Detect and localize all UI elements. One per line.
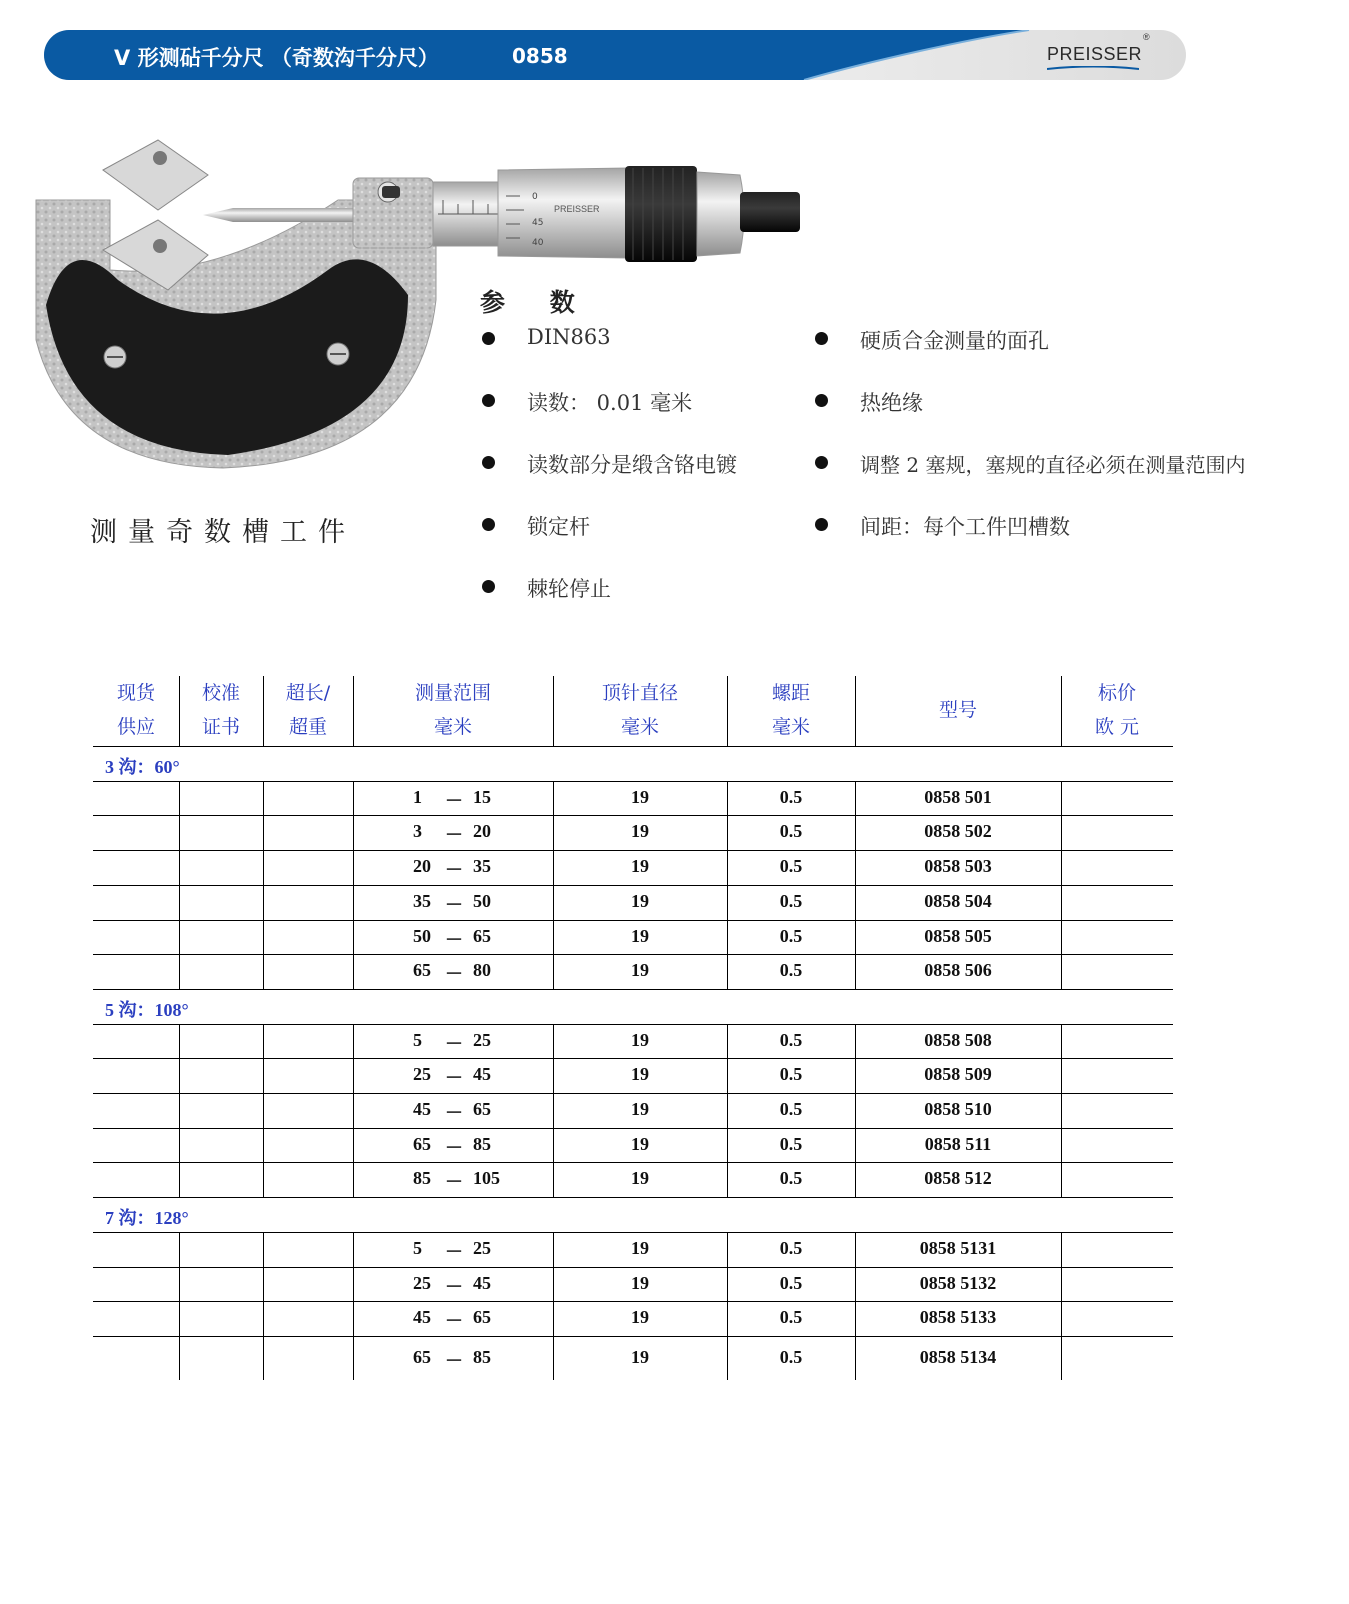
range-from: 35 [413,890,431,911]
header-line: 毫米 [771,716,810,738]
pitch-value: 0.5 [779,856,803,877]
model-number: 0858 509 [924,1064,992,1085]
pitch-value: 0.5 [779,890,803,911]
center-diameter: 19 [631,960,649,981]
model-number: 0858 510 [924,1099,992,1119]
range-from: 5 [413,1237,422,1258]
table-row [93,781,1173,816]
range-from: 45 [413,1307,431,1328]
table-column-rule [263,1232,264,1380]
param-item: 硬质合金测量的面孔 [860,329,1049,353]
table-column-rule [179,1232,180,1380]
table-column-rule [1061,781,1062,989]
header-pitch [727,676,855,744]
header-line: 标价 [1097,682,1136,704]
header-diameter [553,676,727,744]
model-number: 0858 5134 [919,1346,997,1367]
range-to: 85 [473,1133,491,1154]
scale-number: 45 [532,218,544,228]
param-item: DIN863 [527,325,611,349]
table-rule [93,989,1173,990]
table-column-rule [353,781,354,989]
range-to: 20 [473,821,491,842]
brand-underline [1047,66,1139,72]
table-row [93,954,1173,989]
pitch-value: 0.5 [779,1099,803,1119]
range-to: 85 [473,1346,491,1367]
bullet-icon [482,518,495,531]
range-from: 65 [413,1346,431,1367]
range-from: 3 [413,821,422,842]
pitch-value: 0.5 [779,1307,803,1328]
header-line: 证书 [201,716,240,738]
model-number: 0858 508 [924,1029,992,1050]
range-separator: － [445,1033,463,1054]
range-to: 50 [473,890,491,911]
range-separator: － [445,1172,463,1193]
header-stock [93,676,179,744]
table-column-rule [1061,1024,1062,1198]
center-diameter: 19 [631,1029,649,1050]
range-to: 25 [473,1237,491,1258]
range-separator: － [445,894,463,915]
header-range [353,676,553,744]
table-column-rule [553,1232,554,1380]
table-row [93,1162,1173,1197]
header-calibration [179,676,263,744]
center-diameter: 19 [631,856,649,877]
dial-brand-label: PREISSER [554,204,600,214]
range-from: 1 [413,786,422,807]
bullet-icon [482,394,495,407]
range-from: 5 [413,1029,422,1050]
table-column-rule [727,781,728,989]
group-label: 7 沟：128° [105,1208,189,1229]
table-column-rule [179,676,180,746]
center-diameter: 19 [631,1272,649,1293]
range-separator: － [445,1350,463,1371]
table-row [93,885,1173,920]
table-column-rule [553,1024,554,1198]
header-line: 校准 [201,682,240,704]
center-diameter: 19 [631,1099,649,1119]
range-from: 65 [413,1133,431,1154]
range-to: 65 [473,1307,491,1328]
bullet-icon [815,332,828,345]
table-column-rule [263,676,264,746]
scale-number: 40 [532,238,544,248]
range-separator: － [445,929,463,950]
pitch-value: 0.5 [779,1346,803,1367]
table-rule [93,746,1173,747]
bullet-icon [815,518,828,531]
range-to: 15 [473,786,491,807]
center-diameter: 19 [631,1064,649,1085]
header-banner [44,30,1186,80]
range-from: 20 [413,856,431,877]
group-label: 5 沟：108° [105,999,189,1020]
header-line: 测量范围 [414,682,491,704]
bullet-icon [482,332,495,345]
center-diameter: 19 [631,890,649,911]
header-oversize [263,676,353,744]
model-number: 0858 505 [924,925,992,946]
model-number: 0858 5131 [919,1237,997,1258]
table-rule [93,1197,1173,1198]
header-line: 超重 [288,716,327,738]
range-from: 45 [413,1099,431,1119]
table-column-rule [353,1232,354,1380]
pitch-value: 0.5 [779,1064,803,1085]
range-to: 45 [473,1272,491,1293]
range-separator: － [445,860,463,881]
range-separator: － [445,1137,463,1158]
table-row [93,850,1173,885]
header-line: 毫米 [433,716,472,738]
range-from: 65 [413,960,431,981]
model-number: 0858 512 [924,1168,992,1189]
pitch-value: 0.5 [779,1168,803,1189]
table-column-rule [855,781,856,989]
range-to: 45 [473,1064,491,1085]
model-number: 0858 501 [924,786,992,807]
table-row [93,1093,1173,1128]
header-line: 超长/ [285,682,331,704]
range-separator: － [445,1241,463,1262]
brand-logo: PREISSER [1047,44,1143,64]
range-separator: － [445,825,463,846]
pitch-value: 0.5 [779,925,803,946]
center-diameter: 19 [631,786,649,807]
header-line: 欧 元 [1094,716,1140,738]
registered-mark: ® [1143,32,1150,42]
table-column-rule [727,676,728,746]
range-to: 65 [473,1099,491,1119]
param-item: 读数部分是缎含铬电镀 [527,453,737,477]
center-diameter: 19 [631,925,649,946]
header-line: 毫米 [620,716,659,738]
table-column-rule [727,1232,728,1380]
table-column-rule [353,676,354,746]
param-item: 调整 2 塞规，塞规的直径必须在测量范围内 [860,453,1246,477]
bullet-icon [482,580,495,593]
pitch-value: 0.5 [779,821,803,842]
table-column-rule [855,1232,856,1380]
header-line: 型号 [938,699,977,721]
range-to: 35 [473,856,491,877]
param-item: 间距：每个工件凹槽数 [860,515,1070,539]
pitch-value: 0.5 [779,1029,803,1050]
table-row [93,1128,1173,1163]
header-line: 顶针直径 [601,682,678,704]
pitch-value: 0.5 [779,1272,803,1293]
range-separator: － [445,1276,463,1297]
pitch-value: 0.5 [779,1237,803,1258]
model-number: 0858 504 [924,890,992,911]
model-number: 0858 502 [924,821,992,842]
table-row [93,1336,1173,1380]
param-item: 棘轮停止 [527,577,611,601]
table-row [93,1301,1173,1336]
table-column-rule [855,1024,856,1198]
pitch-value: 0.5 [779,1133,803,1154]
table-row [93,1232,1173,1267]
parameters-heading: 参 数 [480,288,593,317]
table-column-rule [263,781,264,989]
range-separator: － [445,1103,463,1123]
table-row [93,1058,1173,1093]
header-line: 现货 [116,682,155,704]
center-diameter: 19 [631,1346,649,1367]
param-item: 读数： 0.01 毫米 [527,391,693,415]
scale-number: 0 [532,192,538,202]
model-number: 0858 503 [924,856,992,877]
table-column-rule [179,1024,180,1198]
table-column-rule [353,1024,354,1198]
bullet-icon [815,394,828,407]
range-from: 85 [413,1168,431,1189]
table-row [93,920,1173,955]
micrometer-image [28,130,808,475]
group-label: 3 沟：60° [105,757,180,777]
center-diameter: 19 [631,1237,649,1258]
product-subtitle: 测量奇数槽工件 [90,517,356,548]
bullet-icon [482,456,495,469]
bullet-icon [815,456,828,469]
range-from: 25 [413,1272,431,1293]
pitch-value: 0.5 [779,786,803,807]
table-row [93,1267,1173,1302]
model-number: 0858 506 [924,960,992,981]
range-separator: － [445,790,463,811]
header-line: 供应 [116,716,155,738]
table-column-rule [553,676,554,746]
range-to: 25 [473,1029,491,1050]
header-price [1061,676,1173,744]
table-column-rule [727,1024,728,1198]
center-diameter: 19 [631,1307,649,1328]
table-column-rule [1061,676,1062,746]
center-diameter: 19 [631,1168,649,1189]
center-diameter: 19 [631,1133,649,1154]
table-column-rule [1061,1232,1062,1380]
range-separator: － [445,1068,463,1089]
range-separator: － [445,1311,463,1332]
param-item: 锁定杆 [527,515,590,539]
model-number: 0858 5133 [919,1307,997,1328]
header-line: 螺距 [771,682,810,704]
range-from: 25 [413,1064,431,1085]
param-item: 热绝缘 [860,391,923,415]
model-number: 0858 511 [924,1133,992,1154]
table-row [93,1024,1173,1059]
range-separator: － [445,964,463,985]
center-diameter: 19 [631,821,649,842]
table-column-rule [855,676,856,746]
range-to: 65 [473,925,491,946]
table-column-rule [179,781,180,989]
range-from: 50 [413,925,431,946]
pitch-value: 0.5 [779,960,803,981]
header-model [855,693,1061,727]
range-to: 80 [473,960,491,981]
table-column-rule [263,1024,264,1198]
table-column-rule [553,781,554,989]
table-row [93,815,1173,850]
page-title: V 形测砧千分尺 （奇数沟千分尺） [114,46,439,70]
model-number: 0858 5132 [919,1272,997,1293]
product-code: 0858 [512,44,568,68]
range-to: 105 [473,1168,500,1189]
